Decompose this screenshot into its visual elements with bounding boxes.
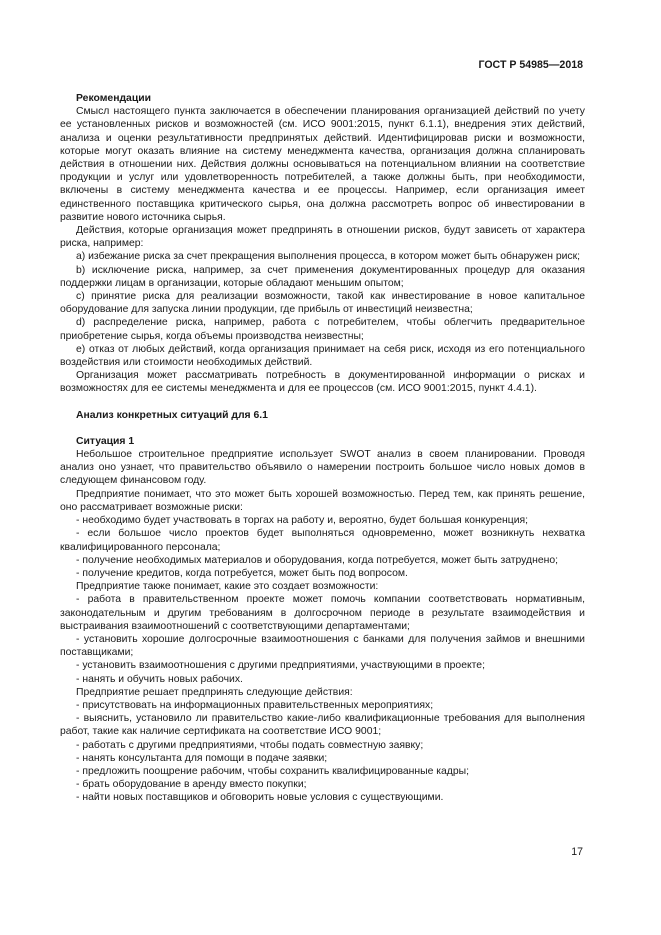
analysis-heading: Анализ конкретных ситуаций для 6.1: [76, 409, 268, 421]
recommendations-body: [60, 105, 585, 395]
document-standard-number: ГОСТ Р 54985—2018: [478, 59, 583, 71]
paragraph: Действия, которые организация может предпринять в отношении рисков, будут зависеть от характера риска, например:: [60, 225, 585, 250]
list-item: - выяснить, установило ли правительство какие-либо квалификационные требования для выполнения работ, такие как наличие сертификата на соответствие ИСО 9001;: [60, 713, 585, 738]
page-number: 17: [571, 846, 583, 858]
list-item: b) исключение риска, например, за счет применения документированных процедур для оказания поддержки лицам в организации, которые обладают меньшим опытом;: [60, 264, 585, 289]
paragraph: Смысл настоящего пункта заключается в обеспечении планирования организацией действий по учету ее установленных рисков и возможностей (см. ИСО 9001:2015, пункт 6.1.1), внедрения этих действий, анализа и оценки результативности предпринятых действий. Идентифицировав риски и возможности, которые могут оказать влияние на систему менеджмента качества, организация должна спланировать действия в отношении них. Действия должны основываться на потенциальном влиянии на соответствие продукции и услуг или удовлетворенность потребителей, а также должны быть, при необходимости, включены в систему менеджмента качества и ее процессы. Например, если организация имеет единственного поставщика критического сырья, она должна рассмотреть вопрос об инвестировании в развитие нового источника сырья.: [60, 106, 585, 223]
list-item: - нанять и обучить новых рабочих.: [76, 673, 243, 685]
list-item: - если большое число проектов будет выполняться одновременно, может возникнуть нехватка квалифицированного персонала;: [60, 528, 585, 553]
recommendations-heading: Рекомендации: [76, 93, 152, 104]
page-content: [60, 92, 585, 805]
list-item: - установить хорошие долгосрочные взаимоотношения с банками для получения займов и внешними поставщиками;: [60, 633, 585, 659]
paragraph: Организация может рассматривать потребность в документированной информации о рисках и возможностях для ее системы менеджмента и для ее процессов (см. ИСО 9001:2015, пункт 4.4.1).: [60, 370, 585, 395]
list-item: е) отказ от любых действий, когда организация принимает на себя риск, исходя из его потенциального воздействия или стоимости необходимых действий.: [60, 343, 585, 369]
list-item: - работать с другими предприятиями, чтобы подать совместную заявку;: [76, 739, 424, 751]
situation-body: [60, 448, 585, 804]
list-item: - нанять консультанта для помощи в подаче заявки;: [76, 752, 328, 764]
paragraph: Предприятие решает предпринять следующие действия:: [76, 686, 353, 698]
list-item: - необходимо будет участвовать в торгах на работу и, вероятно, будет большая конкуренция;: [76, 515, 529, 527]
paragraph: Предприятие понимает, что это может быть хорошей возможностью. Перед тем, как принять решение, оно рассматривает возможные риски:: [60, 488, 585, 513]
list-item: а) избежание риска за счет прекращения выполнения процесса, в котором может быть обнаружен риск;: [76, 251, 581, 263]
situation-heading: Ситуация 1: [76, 435, 135, 447]
list-item: - работа в правительственном проекте может помочь компании соответствовать нормативным, законодательным и другим требованиям в долгосрочном периоде в результате взаимодействия и выстраивания взаимоотношений с соответствующими департаментами;: [60, 594, 585, 632]
paragraph: Небольшое строительное предприятие использует SWOT анализ в своем планировании. Проводя анализ оно узнает, что правительство объявило о намерении построить большое число новых домов в следующем финансовом году.: [60, 449, 585, 487]
list-item: - присутствовать на информационных правительственных мероприятиях;: [76, 699, 434, 711]
list-item: - установить взаимоотношения с другими предприятиями, участвующими в проекте;: [76, 660, 485, 672]
list-item: - получение кредитов, когда потребуется, может быть под вопросом.: [76, 567, 408, 579]
paragraph: Предприятие также понимает, какие это создает возможности:: [76, 581, 379, 593]
list-item: с) принятие риска для реализации возможности, такой как инвестирование в новое капитальное оборудование для запуска линии продукции, где прибыль от инвестиций неизвестна;: [60, 291, 585, 316]
list-item: - найти новых поставщиков и обговорить новые условия с существующими.: [76, 792, 444, 804]
list-item: - получение необходимых материалов и оборудования, когда потребуется, может быть затруднено;: [76, 554, 559, 566]
list-item: d) распределение риска, например, работа с потребителем, чтобы облегчить предварительное приобретение сырья, когда объемы производства неизвестны;: [60, 317, 585, 342]
list-item: - предложить поощрение рабочим, чтобы сохранить квалифицированные кадры;: [76, 765, 469, 777]
list-item: - брать оборудование в аренду вместо покупки;: [76, 779, 307, 791]
